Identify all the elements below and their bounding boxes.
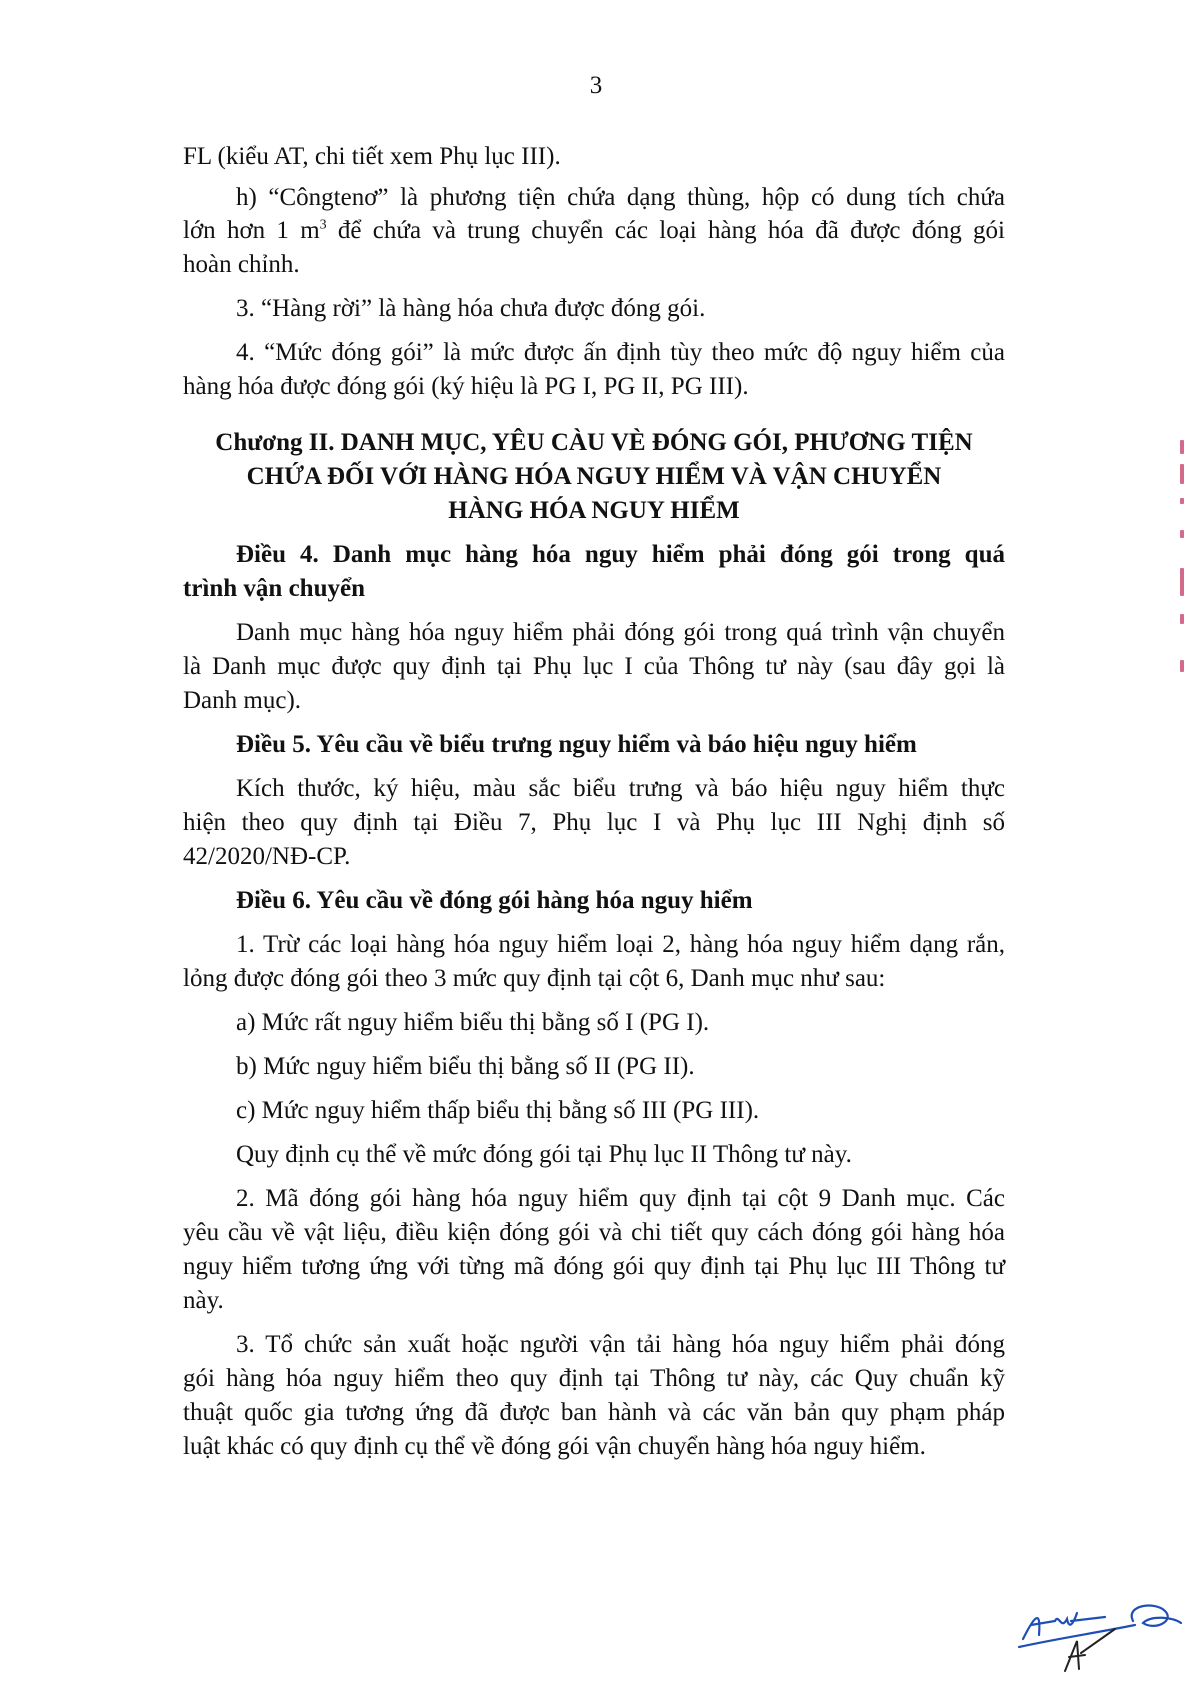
body-line: yêu cầu về vật liệu, điều kiện đóng gói và chi tiết quy cách đóng gói hàng hóa — [183, 1219, 1005, 1246]
body-line: hoàn chỉnh. — [183, 251, 300, 278]
text-run: để chứa và trung chuyển các loại hàng hóa đã được đóng gói — [326, 217, 1005, 244]
chapter-heading: Chương II. DANH MỤC, YÊU CÀU VÈ ĐÓNG GÓI, PHƯƠNG TIỆN — [215, 429, 973, 456]
body-line: h) “Côngtenơ” là phương tiện chứa dạng thùng, hộp có dung tích chứa — [236, 184, 1005, 211]
article-heading: Điều 6. Yêu cầu về đóng gói hàng hóa nguy hiểm — [236, 887, 753, 914]
body-line: lỏng được đóng gói theo 3 mức quy định tại cột 6, Danh mục như sau: — [183, 965, 886, 992]
body-line: hiện theo quy định tại Điều 7, Phụ lục I và Phụ lục III Nghị định số — [183, 809, 1005, 836]
body-line: c) Mức nguy hiểm thấp biểu thị bằng số III (PG III). — [236, 1097, 760, 1124]
body-line: là Danh mục được quy định tại Phụ lục I của Thông tư này (sau đây gọi là — [183, 653, 1005, 680]
body-line: Danh mục hàng hóa nguy hiểm phải đóng gói trong quá trình vận chuyển — [236, 619, 1005, 646]
article-heading: Điều 5. Yêu cầu về biểu trưng nguy hiểm và báo hiệu nguy hiểm — [236, 731, 917, 758]
body-line: Danh mục). — [183, 687, 302, 714]
body-line: 42/2020/NĐ-CP. — [183, 843, 351, 870]
body-line: Kích thước, ký hiệu, màu sắc biểu trưng và báo hiệu nguy hiểm thực — [236, 775, 1005, 802]
body-line: 3. “Hàng rời” là hàng hóa chưa được đóng gói. — [236, 295, 706, 322]
signature-initials — [1015, 1595, 1185, 1675]
article-heading: trình vận chuyển — [183, 575, 365, 602]
stamp-edge-mark — [1180, 440, 1190, 680]
chapter-heading: CHỨA ĐỐI VỚI HÀNG HÓA NGUY HIỂM VÀ VẬN CHUYỂN — [246, 463, 942, 490]
page-number: 3 — [589, 72, 603, 99]
article-heading: Điều 4. Danh mục hàng hóa nguy hiểm phải đóng gói trong quá — [236, 541, 1005, 568]
body-line: hàng hóa được đóng gói (ký hiệu là PG I, PG II, PG III). — [183, 373, 749, 400]
body-line — [183, 214, 1005, 248]
body-line: luật khác có quy định cụ thể về đóng gói vận chuyển hàng hóa nguy hiểm. — [183, 1433, 926, 1460]
body-line: 1. Trừ các loại hàng hóa nguy hiểm loại 2, hàng hóa nguy hiểm dạng rắn, — [236, 931, 1005, 958]
chapter-heading: HÀNG HÓA NGUY HIỂM — [448, 497, 740, 524]
body-line: nguy hiểm tương ứng với từng mã đóng gói quy định tại Phụ lục III Thông tư — [183, 1253, 1005, 1280]
body-line: FL (kiểu AT, chi tiết xem Phụ lục III). — [183, 143, 561, 170]
body-line: gói hàng hóa nguy hiểm theo quy định tại Thông tư này, các Quy chuẩn kỹ — [183, 1365, 1005, 1392]
superscript: 3 — [319, 217, 327, 233]
body-line: thuật quốc gia tương ứng đã được ban hành và các văn bản quy phạm pháp — [183, 1399, 1005, 1426]
body-line: a) Mức rất nguy hiểm biểu thị bằng số I (PG I). — [236, 1009, 710, 1036]
body-line: Quy định cụ thể về mức đóng gói tại Phụ lục II Thông tư này. — [236, 1141, 852, 1168]
body-line: này. — [183, 1287, 224, 1314]
body-line: 3. Tổ chức sản xuất hoặc người vận tải hàng hóa nguy hiểm phải đóng — [236, 1331, 1005, 1358]
body-line: 2. Mã đóng gói hàng hóa nguy hiểm quy định tại cột 9 Danh mục. Các — [236, 1185, 1005, 1212]
body-line: b) Mức nguy hiểm biểu thị bằng số II (PG II). — [236, 1053, 695, 1080]
body-line: 4. “Mức đóng gói” là mức được ấn định tùy theo mức độ nguy hiểm của — [236, 339, 1005, 366]
text-run: lớn hơn 1 m — [183, 217, 320, 244]
